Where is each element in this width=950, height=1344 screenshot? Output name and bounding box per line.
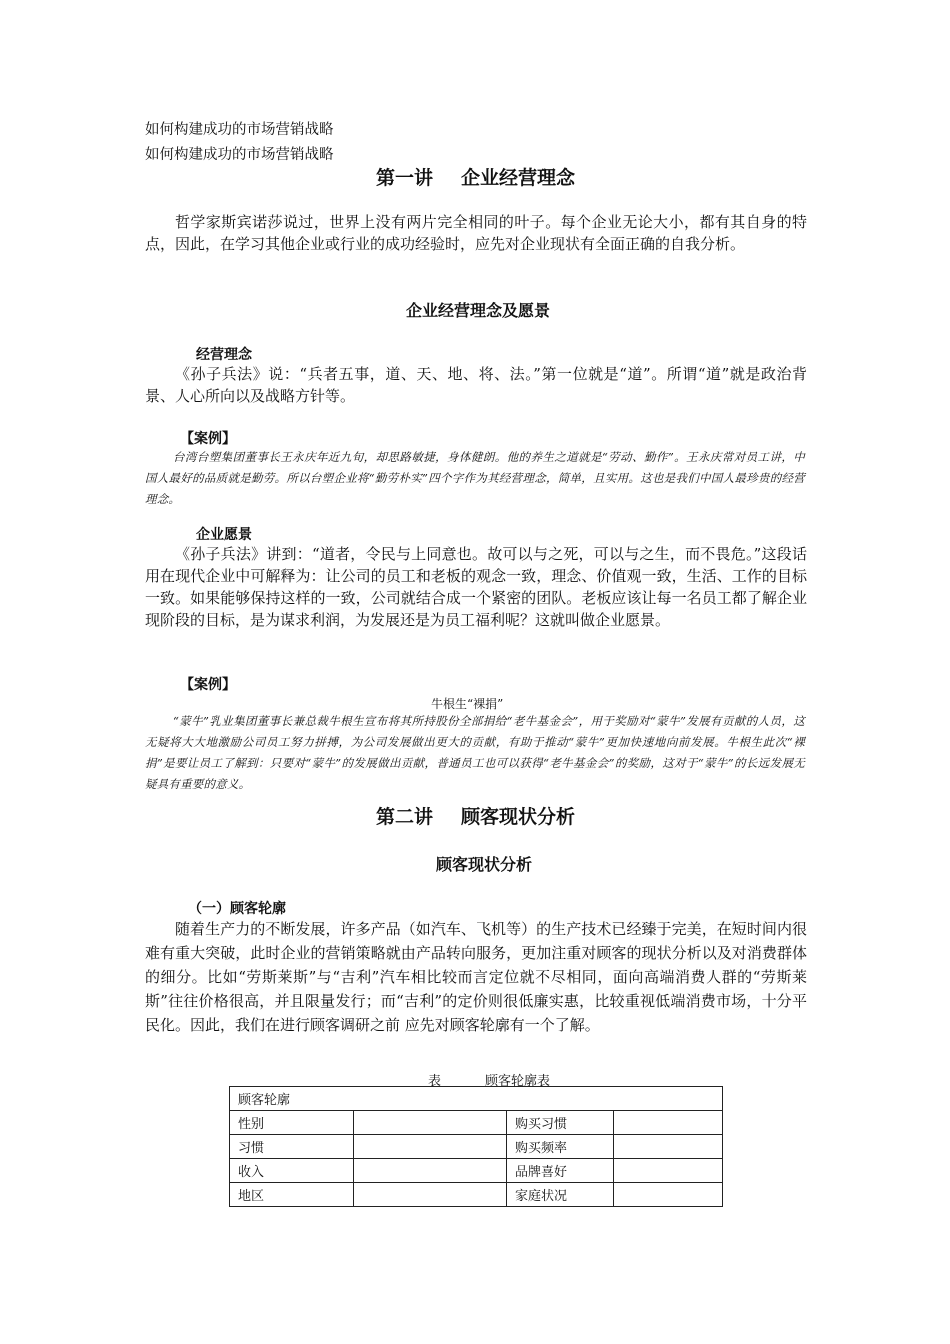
lecture1-number: 第一讲 — [376, 167, 434, 189]
doc-title-2: 如何构建成功的市场营销战略 — [145, 147, 334, 163]
vision-case-title: 牛根生“裸捐” — [431, 697, 504, 711]
table-cell-empty — [614, 1159, 723, 1183]
lecture1-title: 企业经营理念 — [461, 167, 576, 189]
table-cell-empty — [354, 1183, 507, 1207]
customer-profile-heading: （一）顾客轮廓 — [188, 901, 286, 917]
philosophy-text: 《孙子兵法》说：“兵者五事，道、天、地、将、法。”第一位就是“道”。所谓“道”就是政治背景、人心所向以及战略方针等。 — [145, 365, 807, 405]
lecture1-intro: 哲学家斯宾诺莎说过，世界上没有两片完全相同的叶子。每个企业无论大小，都有其自身的特点，因此，在学习其他企业或行业的成功经验时，应先对企业现状有全面正确的自我分析。 — [145, 213, 807, 253]
philosophy-case-text: 台湾台塑集团董事长王永庆年近九旬，却思路敏捷，身体健朗。他的养生之道就是“劳动、勤作”。王永庆常对员工讲，中国人最好的品质就是勤劳。所以台塑企业将“勤劳朴实”四个字作为其经营理念，简单，且实用。这也是我们中国人最珍贵的经营理念。 — [145, 450, 805, 506]
vision-case-label: 【案例】 — [180, 677, 236, 693]
vision-text: 《孙子兵法》讲到：“道者，令民与上同意也。故可以与之死，可以与之生，而不畏危。”这段话用在现代企业中可解释为：让公司的员工和老板的观念一致，理念、价值观一致，生活、工作的目标一致。如果能够保持这样的一致，公司就结合成一个紧密的团队。老板应该让每一名员工都了解企业现阶段的目标，是为谋求利润，为发展还是为员工福利呢？这就叫做企业愿景。 — [145, 545, 807, 629]
lecture2-title: 顾客现状分析 — [461, 806, 576, 828]
table-cell-label: 性别 — [230, 1111, 354, 1135]
table-row — [230, 1135, 723, 1159]
table-row — [230, 1159, 723, 1183]
table-cell-empty — [614, 1135, 723, 1159]
table-cell-label: 习惯 — [230, 1135, 354, 1159]
lecture1-heading — [376, 163, 575, 190]
table-caption-title: 顾客轮廓表 — [485, 1074, 551, 1089]
lecture1-section-title: 企业经营理念及愿景 — [406, 301, 551, 320]
customer-profile-table — [229, 1086, 723, 1207]
table-header-cell: 顾客轮廓 — [230, 1087, 723, 1111]
table-cell-empty — [614, 1183, 723, 1207]
table-row — [230, 1183, 723, 1207]
table-cell-label: 购买频率 — [507, 1135, 614, 1159]
table-cell-label: 购买习惯 — [507, 1111, 614, 1135]
table-caption-prefix: 表 — [428, 1074, 442, 1089]
table-cell-empty — [354, 1111, 507, 1135]
customer-profile-text: 随着生产力的不断发展，许多产品（如汽车、飞机等）的生产技术已经臻于完美，在短时间内很难有重大突破，此时企业的营销策略就由产品转向服务，更加注重对顾客的现状分析以及对消费群体的细分。比如“劳斯莱斯”与“吉利”汽车相比较而言定位就不尽相同，面向高端消费人群的“劳斯莱斯”往往价格很高，并且限量发行；而“吉利”的定价则很低廉实惠，比较重视低端消费市场，十分平民化。因此，我们在进行顾客调研之前 应先对顾客轮廓有一个了解。 — [145, 920, 807, 1034]
table-cell-label: 品牌喜好 — [507, 1159, 614, 1183]
table-cell-empty — [614, 1111, 723, 1135]
vision-case-text: “蒙牛”乳业集团董事长兼总裁牛根生宣布将其所持股份全部捐给“老牛基金会”，用于奖励对“蒙牛”发展有贡献的人员，这无疑将大大地激励公司员工努力拼搏，为公司发展做出更大的贡献，有助于推动“蒙牛”更加快速地向前发展。牛根生此次“裸捐”是要让员工了解到：只要对“蒙牛”的发展做出贡献，普通员工也可以获得“老牛基金会”的奖励，这对于“蒙牛”的长远发展无疑具有重要的意义。 — [145, 714, 805, 791]
philosophy-case-label: 【案例】 — [180, 431, 236, 447]
table-cell-empty — [354, 1135, 507, 1159]
table-cell-empty — [354, 1159, 507, 1183]
table-row — [230, 1111, 723, 1135]
philosophy-heading: 经营理念 — [196, 347, 252, 363]
table-cell-label: 收入 — [230, 1159, 354, 1183]
vision-heading: 企业愿景 — [196, 527, 252, 543]
table-cell-label: 地区 — [230, 1183, 354, 1207]
doc-title-1: 如何构建成功的市场营销战略 — [145, 122, 334, 138]
table-header-row — [230, 1087, 723, 1111]
lecture2-section-title: 顾客现状分析 — [436, 855, 533, 874]
lecture2-heading — [376, 802, 575, 829]
table-cell-label: 家庭状况 — [507, 1183, 614, 1207]
lecture2-number: 第二讲 — [376, 806, 434, 828]
